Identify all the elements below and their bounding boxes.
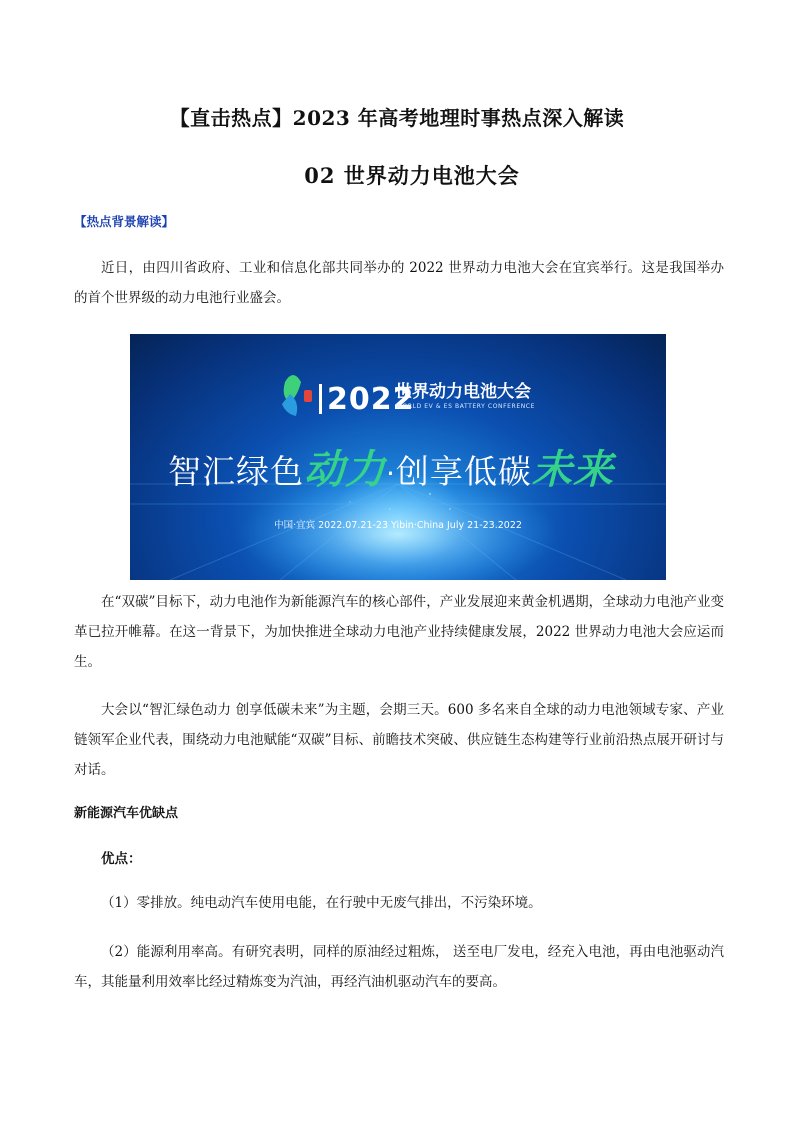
advantage-item-2: （2）能源利用率高。有研究表明，同样的原油经过粗炼， 送至电厂发电，经充入电池，再由电池驱动汽车，其能量利用效率比经过精炼变为汽油，再经汽油机驱动汽车的要高。 [74,944,724,990]
banner-year: 2022 [327,382,415,417]
banner-english-name: WORLD EV & ES BATTERY CONFERENCE [396,403,535,410]
paragraph-background: 在“双碳”目标下，动力电池作为新能源汽车的核心部件，产业发展迎来黄金机遇期，全球动力电池产业变革已拉开帷幕。在这一背景下，为加快推进全球动力电池产业持续健康发展，2022 世界动力电池大会应运而生。 [74,594,724,670]
banner-slogan-part1: 智汇绿色 [168,452,304,491]
document-title: 【直击热点】2023 年高考地理时事热点深入解读 [169,106,625,130]
banner-divider [319,384,322,414]
conference-logo-icon [282,375,312,416]
paragraph-intro: 近日，由四川省政府、工业和信息化部共同举办的 2022 世界动力电池大会在宜宾举行。这是我国举办的首个世界级的动力电池行业盛会。 [74,260,724,306]
banner-slogan-part2: 创享低碳 [395,452,532,491]
advantage-item-1: （1）零排放。纯电动汽车使用电能，在行驶中无废气排出，不污染环境。 [101,895,542,911]
section-label: 【热点背景解读】 [74,214,175,229]
banner-slogan [168,438,614,495]
document-subtitle: 02 世界动力电池大会 [304,163,520,188]
sub-heading: 新能源汽车优缺点 [74,806,179,821]
banner-slogan-dot: · [386,457,396,490]
banner-slogan-green2: 未来 [531,446,614,493]
banner-conference-name: 世界动力电池大会 [395,382,531,402]
advantages-label: 优点： [101,851,142,867]
banner-slogan-green1: 动力 [304,446,386,493]
conference-banner-image [130,334,666,580]
banner-date-line: 中国·宜宾 2022.07.21-23 Yibin·China July 21-23.2022 [274,520,522,531]
paragraph-theme: 大会以“智汇绿色动力 创享低碳未来”为主题，会期三天。600 多名来自全球的动力电池领域专家、产业链领军企业代表，围绕动力电池赋能“双碳”目标、前瞻技术突破、供应链生态构建等行业前沿热点展开研讨与对话。 [74,702,724,778]
